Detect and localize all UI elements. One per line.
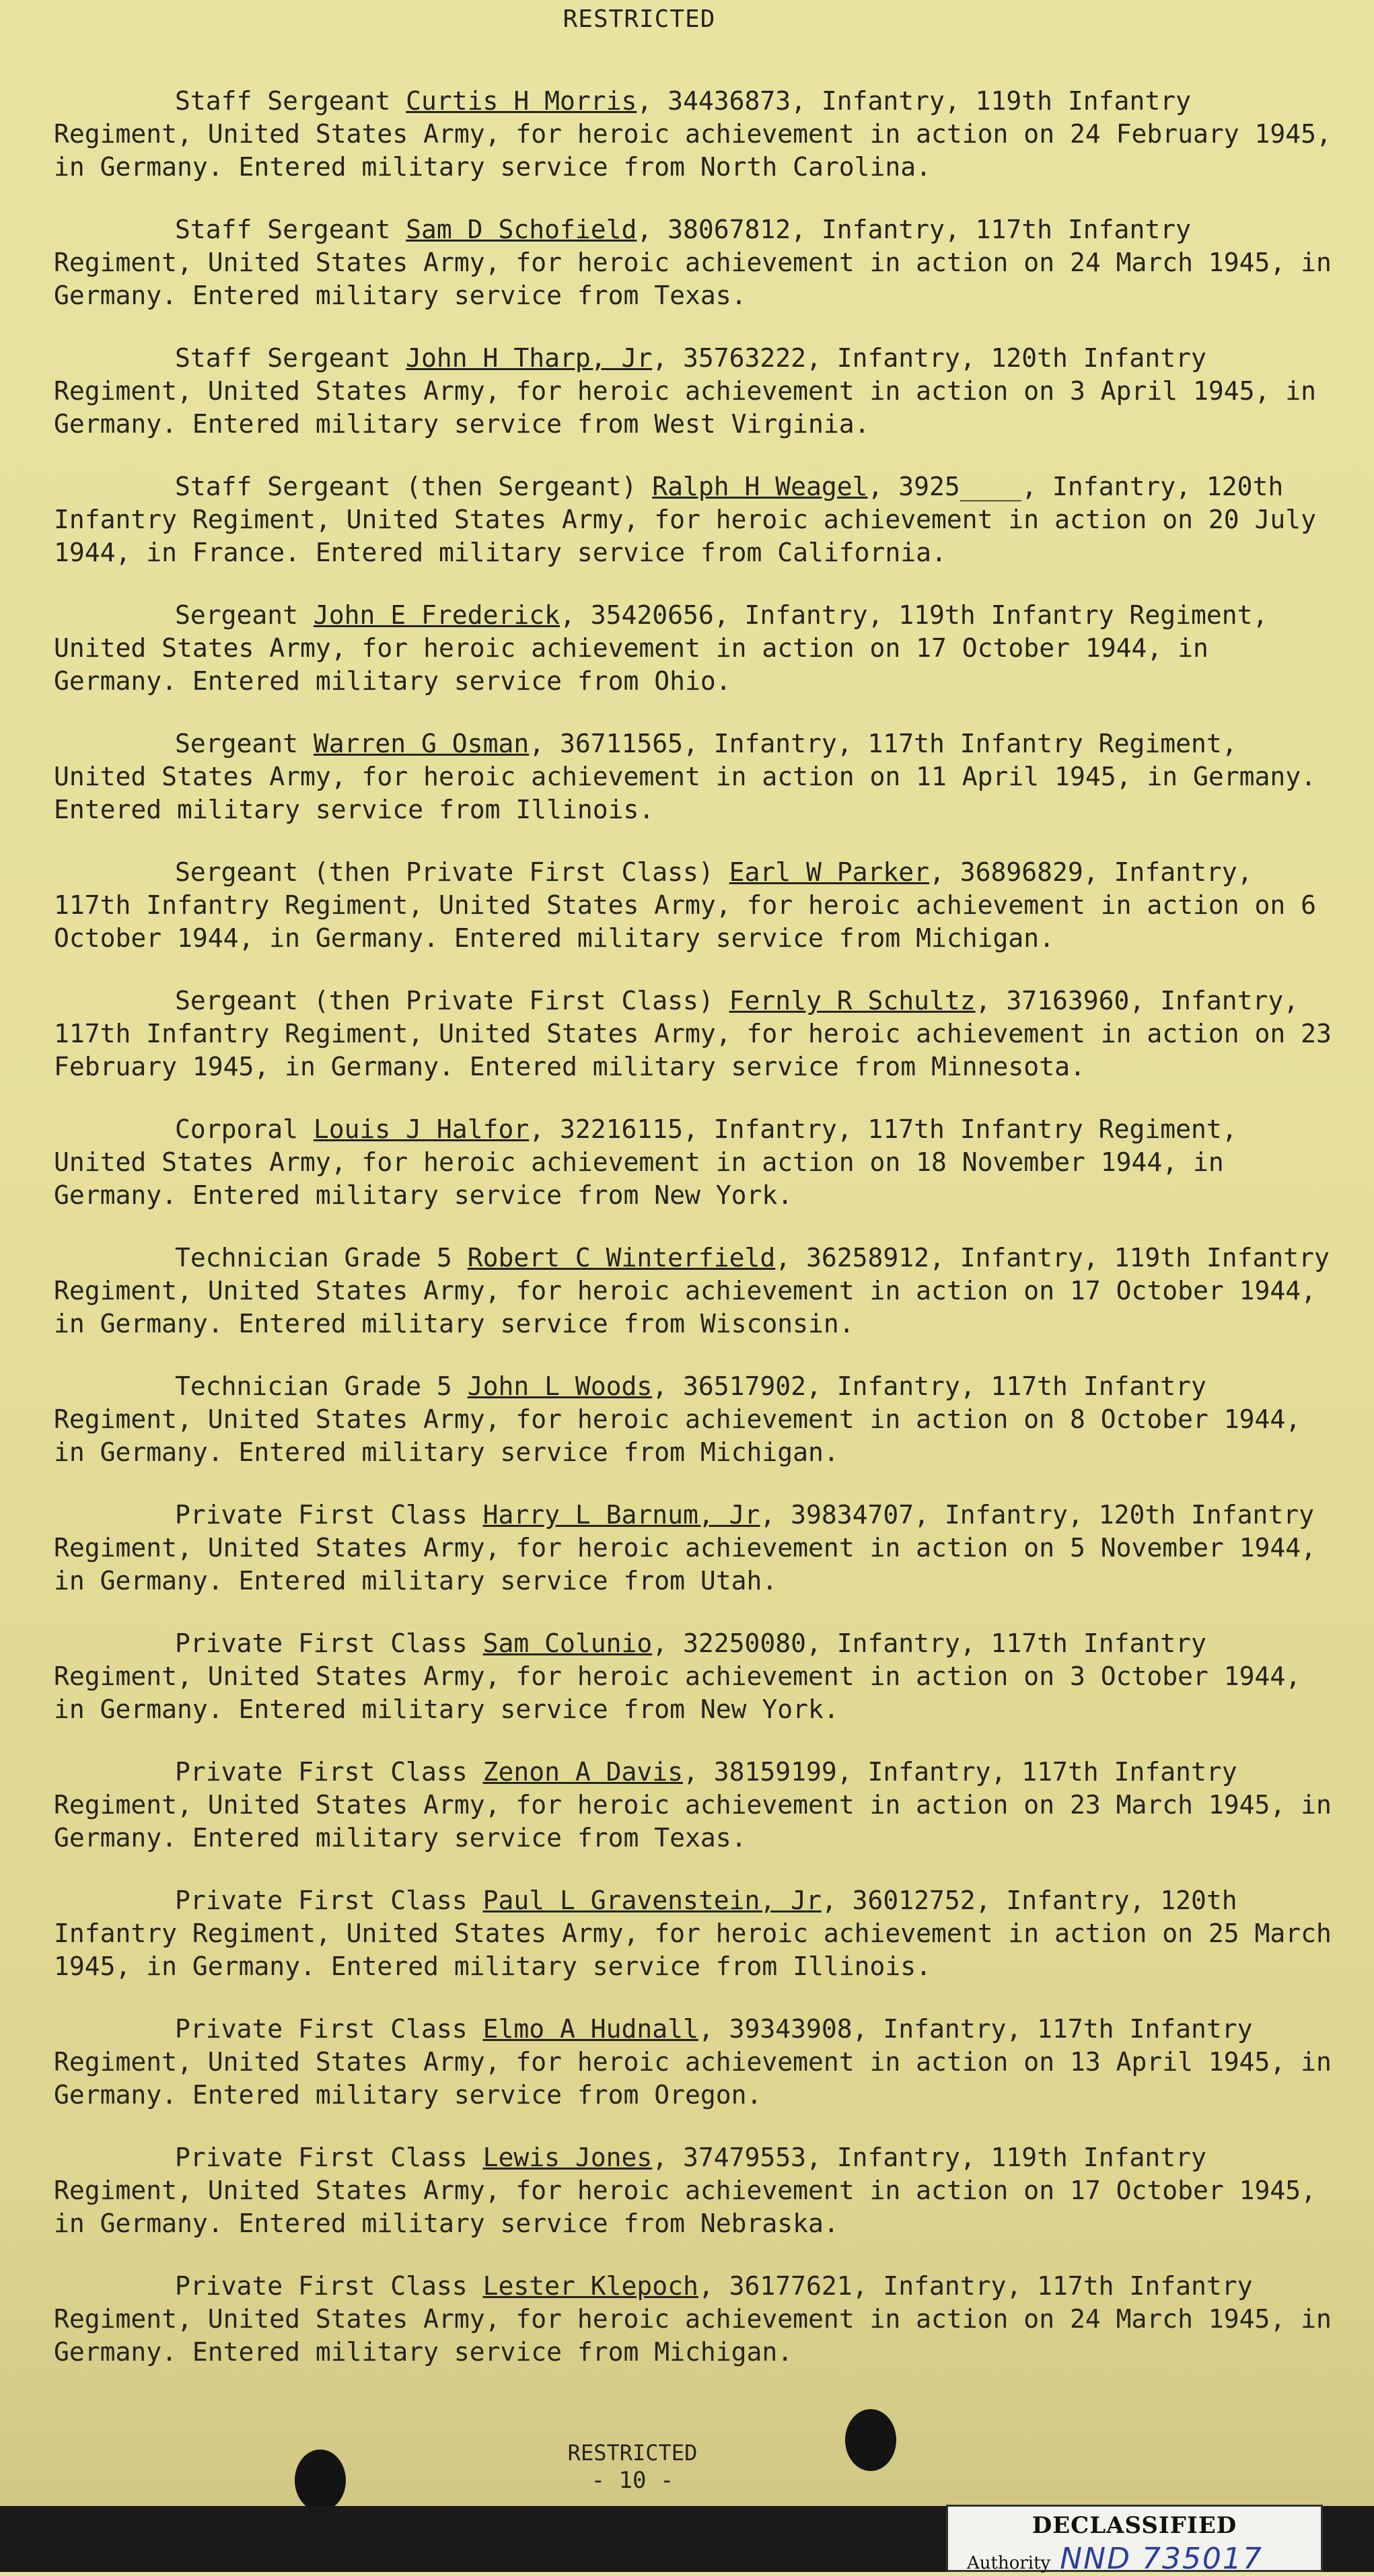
citation-entry: Private First Class Zenon A Davis, 38159199, Infantry, 117th Infantry Regiment, United States Army, for heroic achievement in action on 23 March 1945, in Germany. Entered military service from Texas. — [54, 1757, 1332, 1853]
stamp-title: DECLASSIFIED — [1032, 2512, 1237, 2539]
restricted-header: RESTRICTED — [563, 5, 716, 33]
soldier-name: Robert C Winterfield — [467, 1243, 776, 1273]
citation-entry: Private First Class Paul L Gravenstein, Jr, 36012752, Infantry, 120th Infantry Regiment, United States Army, for heroic achievement in action on 25 March 1945, in Germany. Entered military service from Illinois. — [54, 1886, 1332, 1981]
citation-entry: Private First Class Sam Colunio, 32250080, Infantry, 117th Infantry Regiment, United States Army, for heroic achievement in action on 3 October 1944, in Germany. Entered military service from New York. — [54, 1629, 1301, 1724]
soldier-name: Ralph H Weagel — [652, 472, 868, 501]
declassified-stamp — [946, 2505, 1323, 2576]
soldier-name: Fernly R Schultz — [729, 986, 976, 1015]
authority-handwriting: NND 735017 — [1060, 2542, 1263, 2576]
citation-entry: Private First Class Lewis Jones, 37479553, Infantry, 119th Infantry Regiment, United States Army, for heroic achievement in action on 17 October 1945, in Germany. Entered military service from Nebraska. — [54, 2143, 1316, 2238]
soldier-name: Louis J Halfor — [313, 1114, 530, 1144]
soldier-name: Harry L Barnum, Jr — [482, 1500, 760, 1530]
citation-entry: Staff Sergeant John H Tharp, Jr, 35763222, Infantry, 120th Infantry Regiment, United States Army, for heroic achievement in action on 3 April 1945, in Germany. Entered military service from West Virginia. — [54, 343, 1316, 439]
restricted-footer: RESTRICTED — [567, 2440, 698, 2466]
citation-entry: Technician Grade 5 Robert C Winterfield, 36258912, Infantry, 119th Infantry Regiment, United States Army, for heroic achievement in action on 17 October 1944, in Germany. Entered military service from Wisconsin. — [54, 1243, 1330, 1338]
citation-entry: Corporal Louis J Halfor, 32216115, Infantry, 117th Infantry Regiment, United States Army, for heroic achievement in action on 18 November 1944, in Germany. Entered military service from New York. — [54, 1114, 1237, 1210]
citation-entry: Staff Sergeant Sam D Schofield, 38067812, Infantry, 117th Infantry Regiment, United States Army, for heroic achievement in action on 24 March 1945, in Germany. Entered military service from Texas. — [54, 215, 1332, 310]
citation-entry: Sergeant Warren G Osman, 36711565, Infantry, 117th Infantry Regiment, United States Army, for heroic achievement in action on 11 April 1945, in Germany. Entered military service from Illinois. — [54, 729, 1316, 824]
stamp-authority: Authority NND 735017 — [967, 2542, 1263, 2576]
citation-entry: Private First Class Elmo A Hudnall, 39343908, Infantry, 117th Infantry Regiment, United States Army, for heroic achievement in action on 13 April 1945, in Germany. Entered military service from Oregon. — [54, 2014, 1332, 2110]
citation-entry: Private First Class Lester Klepoch, 36177621, Infantry, 117th Infantry Regiment, United States Army, for heroic achievement in action on 24 March 1945, in Germany. Entered military service from Michigan. — [54, 2271, 1332, 2367]
citation-entry: Private First Class Harry L Barnum, Jr, 39834707, Infantry, 120th Infantry Regiment, United States Army, for heroic achievement in action on 5 November 1944, in Germany. Entered military service from Utah. — [54, 1500, 1316, 1596]
punch-hole — [295, 2449, 346, 2511]
citation-entry: Staff Sergeant (then Sergeant) Ralph H Weagel, 3925____, Infantry, 120th Infantry Regiment, United States Army, for heroic achievement in action on 20 July 1944, in France. Entered military service from California. — [54, 472, 1316, 567]
soldier-name: Sam D Schofield — [406, 215, 637, 244]
citation-entry: Technician Grade 5 John L Woods, 36517902, Infantry, 117th Infantry Regiment, United States Army, for heroic achievement in action on 8 October 1944, in Germany. Entered military service from Michigan. — [54, 1371, 1301, 1467]
soldier-name: Lester Klepoch — [482, 2271, 698, 2301]
soldier-name: John L Woods — [467, 1371, 653, 1401]
punch-hole — [845, 2409, 896, 2471]
soldier-name: Paul L Gravenstein, Jr — [482, 1886, 822, 1915]
citation-entry: Sergeant (then Private First Class) Fernly R Schultz, 37163960, Infantry, 117th Infantry Regiment, United States Army, for heroic achievement in action on 23 February 1945, in Germany. Entered military service from Minnesota. — [54, 986, 1332, 1081]
soldier-name: Zenon A Davis — [482, 1757, 683, 1787]
soldier-name: Lewis Jones — [482, 2143, 653, 2172]
soldier-name: Elmo A Hudnall — [482, 2014, 698, 2044]
citation-list — [54, 59, 1332, 2398]
citation-entry: Sergeant (then Private First Class) Earl W Parker, 36896829, Infantry, 117th Infantry Regiment, United States Army, for heroic achievement in action on 6 October 1944, in Germany. Entered military service from Michigan. — [54, 857, 1316, 953]
page-number: - 10 - — [591, 2467, 674, 2494]
soldier-name: Sam Colunio — [482, 1629, 653, 1658]
soldier-name: Earl W Parker — [729, 857, 930, 887]
citation-entry: Sergeant John E Frederick, 35420656, Infantry, 119th Infantry Regiment, United States Army, for heroic achievement in action on 17 October 1944, in Germany. Entered military service from Ohio. — [54, 600, 1268, 696]
soldier-name: John H Tharp, Jr — [406, 343, 653, 373]
soldier-name: Warren G Osman — [313, 729, 530, 758]
soldier-name: Curtis H Morris — [406, 86, 637, 116]
soldier-name: John E Frederick — [313, 600, 560, 630]
citation-entry: Staff Sergeant Curtis H Morris, 34436873, Infantry, 119th Infantry Regiment, United States Army, for heroic achievement in action on 24 February 1945, in Germany. Entered military service from North Carolina. — [54, 86, 1332, 182]
